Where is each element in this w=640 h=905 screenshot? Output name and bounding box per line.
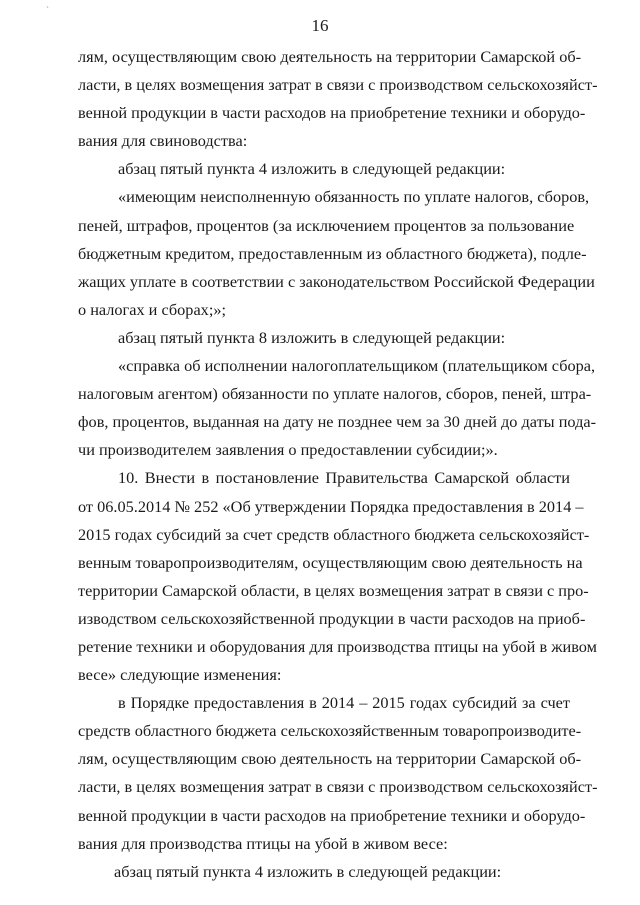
paragraph-order-changes <box>78 689 598 858</box>
text-line: абзац пятый пункта 4 изложить в следующей редакции: <box>114 861 502 881</box>
text-line: изводством сельскохозяйственной продукции в части расходов на приоб- <box>78 608 586 628</box>
text-line: лям, осуществляющим свою деятельность на территории Самарской об- <box>78 749 582 769</box>
text-line: ласти, в целях возмещения затрат в связи с производством сельскохозяйст- <box>78 75 598 95</box>
text-line: 10. Внести в постановление Правительства Самарской области <box>118 468 570 488</box>
text-line: венной продукции в части расходов на приобретение техники и оборудо- <box>78 103 586 123</box>
text-line: чи производителем заявления о предоставлении субсидии;». <box>78 440 498 460</box>
text-line: венным товаропроизводителям, осуществляющим свою деятельность на <box>78 552 583 572</box>
text-line: вания для производства птицы на убой в живом весе: <box>78 833 448 853</box>
text-line: венной продукции в части расходов на приобретение техники и оборудо- <box>78 805 586 825</box>
text-line: бюджетным кредитом, предоставленным из областного бюджета), подле- <box>78 243 587 263</box>
text-line: вания для свиноводства: <box>78 131 248 151</box>
text-line: налоговым агентом) обязанности по уплате налогов, сборов, пеней, штра- <box>78 384 592 404</box>
text-line: ретение техники и оборудования для производства птицы на убой в живом <box>78 636 597 656</box>
paragraph-amendment-p4-final <box>78 858 570 886</box>
corner-mark: ` <box>46 5 49 15</box>
paragraph-quote-certificate <box>78 352 597 464</box>
page-number: 16 <box>311 16 329 35</box>
paragraph-amendment-p4 <box>78 155 570 183</box>
text-line: ласти, в целях возмещения затрат в связи с производством сельскохозяйст- <box>78 777 598 797</box>
text-line: о налогах и сборах;»; <box>78 299 227 319</box>
text-line: «справка об исполнении налогоплательщиком (плательщиком сбора, <box>118 356 596 376</box>
paragraph-continuation <box>78 43 598 155</box>
document-body <box>78 43 598 886</box>
text-line: в Порядке предоставления в 2014 – 2015 годах субсидий за счет <box>118 693 570 713</box>
text-line: территории Самарской области, в целях возмещения затрат в связи с про- <box>78 580 589 600</box>
text-line: пеней, штрафов, процентов (за исключением процентов за пользование <box>78 215 575 235</box>
text-line: весе» следующие изменения: <box>78 665 282 685</box>
paragraph-quote-taxes <box>78 183 595 323</box>
text-line: 2015 годах субсидий за счет средств областного бюджета сельскохозяйст- <box>78 524 590 544</box>
paragraph-amendment-p8 <box>78 324 570 352</box>
text-line: абзац пятый пункта 8 изложить в следующей редакции: <box>118 327 506 347</box>
text-line: лям, осуществляющим свою деятельность на территории Самарской об- <box>78 47 582 66</box>
text-line: средств областного бюджета сельскохозяйственным товаропроизводите- <box>78 721 582 741</box>
text-line: фов, процентов, выданная на дату не позднее чем за 30 дней до даты пода- <box>78 412 597 432</box>
paragraph-item-10 <box>78 464 597 689</box>
text-line: абзац пятый пункта 4 изложить в следующей редакции: <box>118 159 506 179</box>
text-line: жащих уплате в соответствии с законодательством Российской Федерации <box>78 271 595 291</box>
text-line: «имеющим неисполненную обязанность по уплате налогов, сборов, <box>118 187 590 207</box>
text-line: от 06.05.2014 № 252 «Об утверждении Порядка предоставления в 2014 – <box>78 496 584 516</box>
